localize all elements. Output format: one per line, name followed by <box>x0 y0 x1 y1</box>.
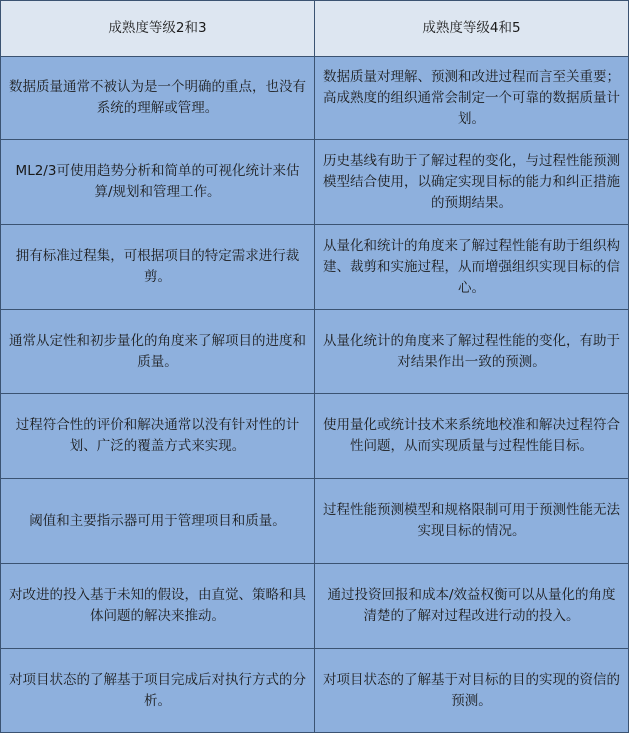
cell-level-4-5: 数据质量对理解、预测和改进过程而言至关重要；高成熟度的组织通常会制定一个可靠的数据质量计划。 <box>315 57 629 140</box>
header-cell-level-2-3: 成熟度等级2和3 <box>1 1 315 57</box>
cell-level-4-5: 过程性能预测模型和规格限制可用于预测性能无法实现目标的情况。 <box>315 479 629 564</box>
table-row <box>1 57 629 140</box>
cell-level-2-3: 对改进的投入基于未知的假设，由直觉、策略和具体问题的解决来推动。 <box>1 564 315 649</box>
cell-level-4-5: 通过投资回报和成本/效益权衡可以从量化的角度清楚的了解对过程改进行动的投入。 <box>315 564 629 649</box>
table-row <box>1 140 629 225</box>
cell-level-2-3: 阈值和主要指示器可用于管理项目和质量。 <box>1 479 315 564</box>
cell-level-4-5: 历史基线有助于了解过程的变化，与过程性能预测模型结合使用，以确定实现目标的能力和纠正措施的预期结果。 <box>315 140 629 225</box>
table-row <box>1 225 629 310</box>
table-row <box>1 310 629 394</box>
header-cell-level-4-5: 成熟度等级4和5 <box>315 1 629 57</box>
cell-level-4-5: 对项目状态的了解基于对目标的目的实现的资信的预测。 <box>315 649 629 733</box>
table-row <box>1 564 629 649</box>
header-row <box>1 1 629 57</box>
cell-level-4-5: 从量化统计的角度来了解过程性能的变化，有助于对结果作出一致的预测。 <box>315 310 629 394</box>
cell-level-2-3: ML2/3可使用趋势分析和简单的可视化统计来估算/规划和管理工作。 <box>1 140 315 225</box>
cell-level-2-3: 过程符合性的评价和解决通常以没有针对性的计划、广泛的覆盖方式来实现。 <box>1 394 315 479</box>
cell-level-2-3: 通常从定性和初步量化的角度来了解项目的进度和质量。 <box>1 310 315 394</box>
cell-level-4-5: 从量化和统计的角度来了解过程性能有助于组织构建、裁剪和实施过程，从而增强组织实现目标的信心。 <box>315 225 629 310</box>
table-row <box>1 649 629 733</box>
table-row <box>1 394 629 479</box>
cell-level-2-3: 拥有标准过程集，可根据项目的特定需求进行裁剪。 <box>1 225 315 310</box>
table-row <box>1 479 629 564</box>
cell-level-2-3: 对项目状态的了解基于项目完成后对执行方式的分析。 <box>1 649 315 733</box>
cell-level-2-3: 数据质量通常不被认为是一个明确的重点，也没有系统的理解或管理。 <box>1 57 315 140</box>
cell-level-4-5: 使用量化或统计技术来系统地校准和解决过程符合性问题，从而实现质量与过程性能目标。 <box>315 394 629 479</box>
